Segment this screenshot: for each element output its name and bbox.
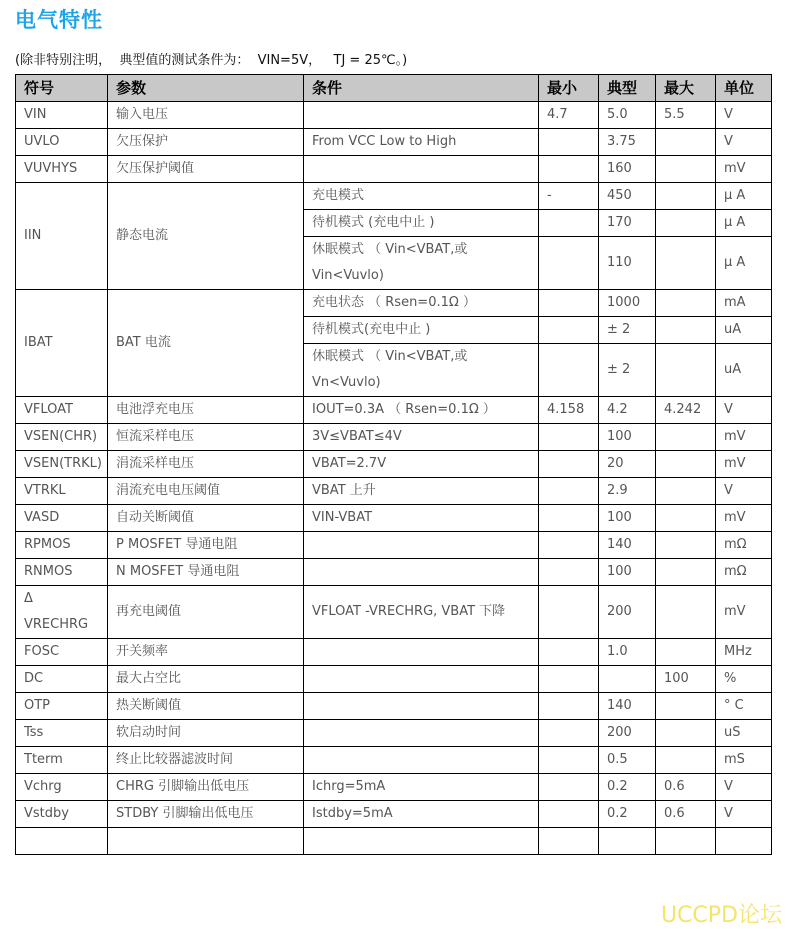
cell-max: 100 — [656, 666, 716, 693]
cell-symbol: Δ VRECHRG — [16, 586, 108, 639]
cell-param: 最大占空比 — [108, 666, 304, 693]
cell-min — [539, 156, 599, 183]
cell-typ: 170 — [599, 210, 656, 237]
cell-max — [656, 505, 716, 532]
cell-symbol: IIN — [16, 183, 108, 290]
cell-param: STDBY 引脚输出低电压 — [108, 801, 304, 828]
cell-typ: 100 — [599, 505, 656, 532]
table-row — [16, 156, 772, 183]
cell-symbol: OTP — [16, 693, 108, 720]
cell-unit: mV — [716, 156, 772, 183]
table-row — [16, 505, 772, 532]
cell-min — [539, 290, 599, 317]
cell-symbol: VUVHYS — [16, 156, 108, 183]
cell-param: 静态电流 — [108, 183, 304, 290]
cell-min — [539, 129, 599, 156]
cell-cond — [304, 532, 539, 559]
cell-param: 开关频率 — [108, 639, 304, 666]
cell-cond: Istdby=5mA — [304, 801, 539, 828]
cell-param: CHRG 引脚输出低电压 — [108, 774, 304, 801]
cell-typ: 1.0 — [599, 639, 656, 666]
cell-unit: V — [716, 397, 772, 424]
cell-param — [108, 828, 304, 855]
cell-unit: mV — [716, 424, 772, 451]
cell-min: 4.158 — [539, 397, 599, 424]
table-row — [16, 478, 772, 505]
cell-min — [539, 639, 599, 666]
header-row — [16, 75, 772, 102]
cell-typ: 100 — [599, 424, 656, 451]
cell-min — [539, 237, 599, 290]
table-row — [16, 424, 772, 451]
cell-min — [539, 693, 599, 720]
cell-param: 软启动时间 — [108, 720, 304, 747]
table-row — [16, 747, 772, 774]
cell-max — [656, 451, 716, 478]
cell-max — [656, 129, 716, 156]
table-row — [16, 102, 772, 129]
cell-typ: 1000 — [599, 290, 656, 317]
cell-symbol: FOSC — [16, 639, 108, 666]
cell-typ: ± 2 — [599, 317, 656, 344]
cell-param: 涓流充电电压阈值 — [108, 478, 304, 505]
cell-max — [656, 693, 716, 720]
cell-symbol: VIN — [16, 102, 108, 129]
cell-max — [656, 156, 716, 183]
cell-typ: 140 — [599, 693, 656, 720]
cell-max — [656, 828, 716, 855]
table-row — [16, 397, 772, 424]
cell-unit: V — [716, 801, 772, 828]
cell-max: 5.5 — [656, 102, 716, 129]
cell-typ: 0.2 — [599, 801, 656, 828]
cell-cond: VBAT 上升 — [304, 478, 539, 505]
table-row — [16, 451, 772, 478]
cell-param: 自动关断阈值 — [108, 505, 304, 532]
cell-max — [656, 237, 716, 290]
cell-cond — [304, 102, 539, 129]
table-row — [16, 666, 772, 693]
cell-typ: 20 — [599, 451, 656, 478]
cell-typ: 2.9 — [599, 478, 656, 505]
cell-unit: uS — [716, 720, 772, 747]
cell-unit: μ A — [716, 210, 772, 237]
cell-max — [656, 639, 716, 666]
cell-cond: 3V≤VBAT≤4V — [304, 424, 539, 451]
cell-param: 再充电阈值 — [108, 586, 304, 639]
col-header-parameter: 参数 — [108, 75, 304, 102]
cell-max — [656, 747, 716, 774]
cell-max — [656, 720, 716, 747]
table-row — [16, 532, 772, 559]
table-row — [16, 586, 772, 639]
cell-unit: mV — [716, 451, 772, 478]
cell-min — [539, 586, 599, 639]
cell-symbol: RPMOS — [16, 532, 108, 559]
cell-min — [539, 720, 599, 747]
col-header-condition: 条件 — [304, 75, 539, 102]
cell-max — [656, 344, 716, 397]
cell-max — [656, 317, 716, 344]
cell-unit: mA — [716, 290, 772, 317]
cell-typ: 0.5 — [599, 747, 656, 774]
cell-min — [539, 451, 599, 478]
col-header-typ: 典型 — [599, 75, 656, 102]
table-row — [16, 639, 772, 666]
cell-unit: V — [716, 102, 772, 129]
cell-symbol: Tss — [16, 720, 108, 747]
table-row — [16, 290, 772, 317]
cell-param: 欠压保护阈值 — [108, 156, 304, 183]
cell-typ: 200 — [599, 720, 656, 747]
cell-cond: 待机模式 (充电中止 ) — [304, 210, 539, 237]
cell-max: 0.6 — [656, 774, 716, 801]
cell-typ: 0.2 — [599, 774, 656, 801]
cell-unit: mV — [716, 505, 772, 532]
cell-max — [656, 532, 716, 559]
cell-typ: 140 — [599, 532, 656, 559]
cell-cond — [304, 828, 539, 855]
cell-unit: V — [716, 129, 772, 156]
cell-symbol: Tterm — [16, 747, 108, 774]
cell-cond: 休眠模式 （ Vin<VBAT,或 Vn<Vuvlo) — [304, 344, 539, 397]
table-row — [16, 774, 772, 801]
cell-typ: 160 — [599, 156, 656, 183]
cell-param: 欠压保护 — [108, 129, 304, 156]
cell-symbol: RNMOS — [16, 559, 108, 586]
cell-param: P MOSFET 导通电阻 — [108, 532, 304, 559]
table-row — [16, 559, 772, 586]
col-header-max: 最大 — [656, 75, 716, 102]
cell-typ: 110 — [599, 237, 656, 290]
cell-param: 输入电压 — [108, 102, 304, 129]
cell-param: N MOSFET 导通电阻 — [108, 559, 304, 586]
cell-unit: mV — [716, 586, 772, 639]
cell-min — [539, 317, 599, 344]
cell-typ: 5.0 — [599, 102, 656, 129]
cell-cond: 充电状态 （ Rsen=0.1Ω ） — [304, 290, 539, 317]
cell-symbol: IBAT — [16, 290, 108, 397]
cell-unit: uA — [716, 344, 772, 397]
cell-unit: ° C — [716, 693, 772, 720]
cell-symbol: VFLOAT — [16, 397, 108, 424]
cell-param: 电池浮充电压 — [108, 397, 304, 424]
cell-symbol — [16, 828, 108, 855]
cell-min — [539, 774, 599, 801]
col-header-symbol: 符号 — [16, 75, 108, 102]
cell-cond — [304, 156, 539, 183]
cell-min — [539, 747, 599, 774]
cell-max — [656, 210, 716, 237]
cell-min — [539, 344, 599, 397]
cell-unit — [716, 828, 772, 855]
table-row — [16, 129, 772, 156]
cell-param: 恒流采样电压 — [108, 424, 304, 451]
cell-cond — [304, 693, 539, 720]
cell-typ: ± 2 — [599, 344, 656, 397]
cell-cond: From VCC Low to High — [304, 129, 539, 156]
table-row — [16, 801, 772, 828]
cell-min — [539, 828, 599, 855]
cell-max: 0.6 — [656, 801, 716, 828]
cell-unit: mS — [716, 747, 772, 774]
cell-cond — [304, 639, 539, 666]
cell-max — [656, 478, 716, 505]
cell-unit: mΩ — [716, 532, 772, 559]
cell-symbol: VSEN(CHR) — [16, 424, 108, 451]
cell-param: 涓流采样电压 — [108, 451, 304, 478]
cell-cond: VIN-VBAT — [304, 505, 539, 532]
cell-cond — [304, 559, 539, 586]
cell-symbol: VSEN(TRKL) — [16, 451, 108, 478]
cell-min: - — [539, 183, 599, 210]
cell-param: BAT 电流 — [108, 290, 304, 397]
cell-min — [539, 801, 599, 828]
cell-cond — [304, 747, 539, 774]
cell-symbol: Vstdby — [16, 801, 108, 828]
cell-param: 终止比较器滤波时间 — [108, 747, 304, 774]
cell-cond: IOUT=0.3A （ Rsen=0.1Ω ） — [304, 397, 539, 424]
table-row — [16, 720, 772, 747]
cell-min — [539, 559, 599, 586]
watermark: UCCPD论坛 — [660, 903, 782, 928]
cell-typ: 100 — [599, 559, 656, 586]
cell-cond: VFLOAT -VRECHRG, VBAT 下降 — [304, 586, 539, 639]
cell-unit: uA — [716, 317, 772, 344]
cell-cond: 休眠模式 （ Vin<VBAT,或 Vin<Vuvlo) — [304, 237, 539, 290]
cell-unit: MHz — [716, 639, 772, 666]
cell-max — [656, 559, 716, 586]
cell-unit: μ A — [716, 237, 772, 290]
cell-cond: Ichrg=5mA — [304, 774, 539, 801]
cell-symbol: VASD — [16, 505, 108, 532]
cell-max — [656, 424, 716, 451]
cell-param: 热关断阈值 — [108, 693, 304, 720]
cell-unit: μ A — [716, 183, 772, 210]
cell-cond: VBAT=2.7V — [304, 451, 539, 478]
cell-min — [539, 210, 599, 237]
test-conditions-note: (除非特别注明， 典型值的测试条件为： VIN=5V， TJ = 25℃。) — [15, 53, 408, 68]
table-row — [16, 183, 772, 210]
cell-typ: 4.2 — [599, 397, 656, 424]
cell-min — [539, 532, 599, 559]
cell-cond — [304, 720, 539, 747]
electrical-characteristics-table — [15, 74, 772, 855]
table-row — [16, 693, 772, 720]
cell-symbol: Vchrg — [16, 774, 108, 801]
cell-unit: % — [716, 666, 772, 693]
cell-symbol: UVLO — [16, 129, 108, 156]
table-row — [16, 828, 772, 855]
page-title: 电气特性 — [15, 8, 103, 32]
cell-unit: mΩ — [716, 559, 772, 586]
cell-min — [539, 478, 599, 505]
cell-unit: V — [716, 478, 772, 505]
col-header-unit: 单位 — [716, 75, 772, 102]
cell-cond — [304, 666, 539, 693]
cell-typ — [599, 666, 656, 693]
cell-typ: 200 — [599, 586, 656, 639]
cell-typ: 3.75 — [599, 129, 656, 156]
cell-max — [656, 586, 716, 639]
cell-cond: 充电模式 — [304, 183, 539, 210]
cell-max: 4.242 — [656, 397, 716, 424]
cell-min: 4.7 — [539, 102, 599, 129]
cell-symbol: DC — [16, 666, 108, 693]
cell-cond: 待机模式(充电中止 ) — [304, 317, 539, 344]
cell-unit: V — [716, 774, 772, 801]
cell-min — [539, 666, 599, 693]
cell-typ: 450 — [599, 183, 656, 210]
cell-max — [656, 183, 716, 210]
cell-min — [539, 424, 599, 451]
col-header-min: 最小 — [539, 75, 599, 102]
cell-min — [539, 505, 599, 532]
cell-max — [656, 290, 716, 317]
cell-typ — [599, 828, 656, 855]
cell-symbol: VTRKL — [16, 478, 108, 505]
